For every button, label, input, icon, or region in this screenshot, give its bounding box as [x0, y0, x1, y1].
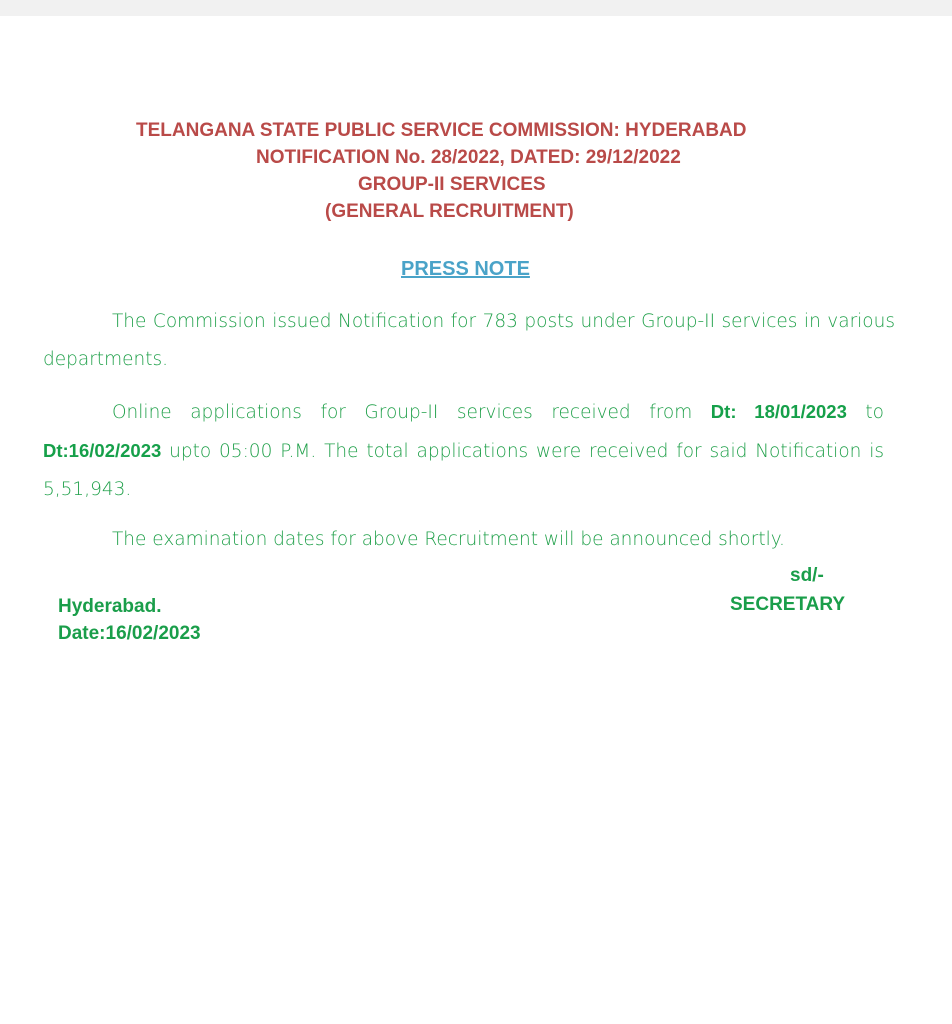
- press-note-document: [0, 16, 952, 1024]
- end-date: Dt:16/02/2023: [43, 440, 162, 461]
- header-commission: TELANGANA STATE PUBLIC SERVICE COMMISSION: HYDERABAD: [136, 120, 747, 141]
- signatory-title: SECRETARY: [730, 594, 846, 615]
- start-date: Dt: 18/01/2023: [710, 401, 847, 422]
- header-services: GROUP-II SERVICES: [358, 174, 546, 195]
- header-recruitment-type: (GENERAL RECRUITMENT): [325, 201, 574, 222]
- paragraph-applications: [43, 393, 884, 509]
- paragraph-applications-text-2: to: [846, 402, 884, 423]
- header-notification: NOTIFICATION No. 28/2022, DATED: 29/12/2022: [256, 147, 681, 168]
- press-note-title: PRESS NOTE: [401, 258, 530, 280]
- paragraph-notification: The Commission issued Notification for 783 posts under Group-II services in various departments.: [43, 311, 895, 370]
- paragraph-exam-dates: The examination dates for above Recruitment will be announced shortly.: [112, 529, 785, 550]
- issue-date: Date:16/02/2023: [58, 623, 201, 644]
- top-bar: [0, 0, 952, 16]
- paragraph-applications-text-3: upto 05:00 P.M. The total applications were received for said Notification is 5,51,943.: [43, 441, 884, 500]
- signature-mark: sd/-: [790, 565, 824, 586]
- paragraph-applications-text-1: Online applications for Group-II services received from: [112, 402, 711, 423]
- issue-place: Hyderabad.: [58, 596, 162, 617]
